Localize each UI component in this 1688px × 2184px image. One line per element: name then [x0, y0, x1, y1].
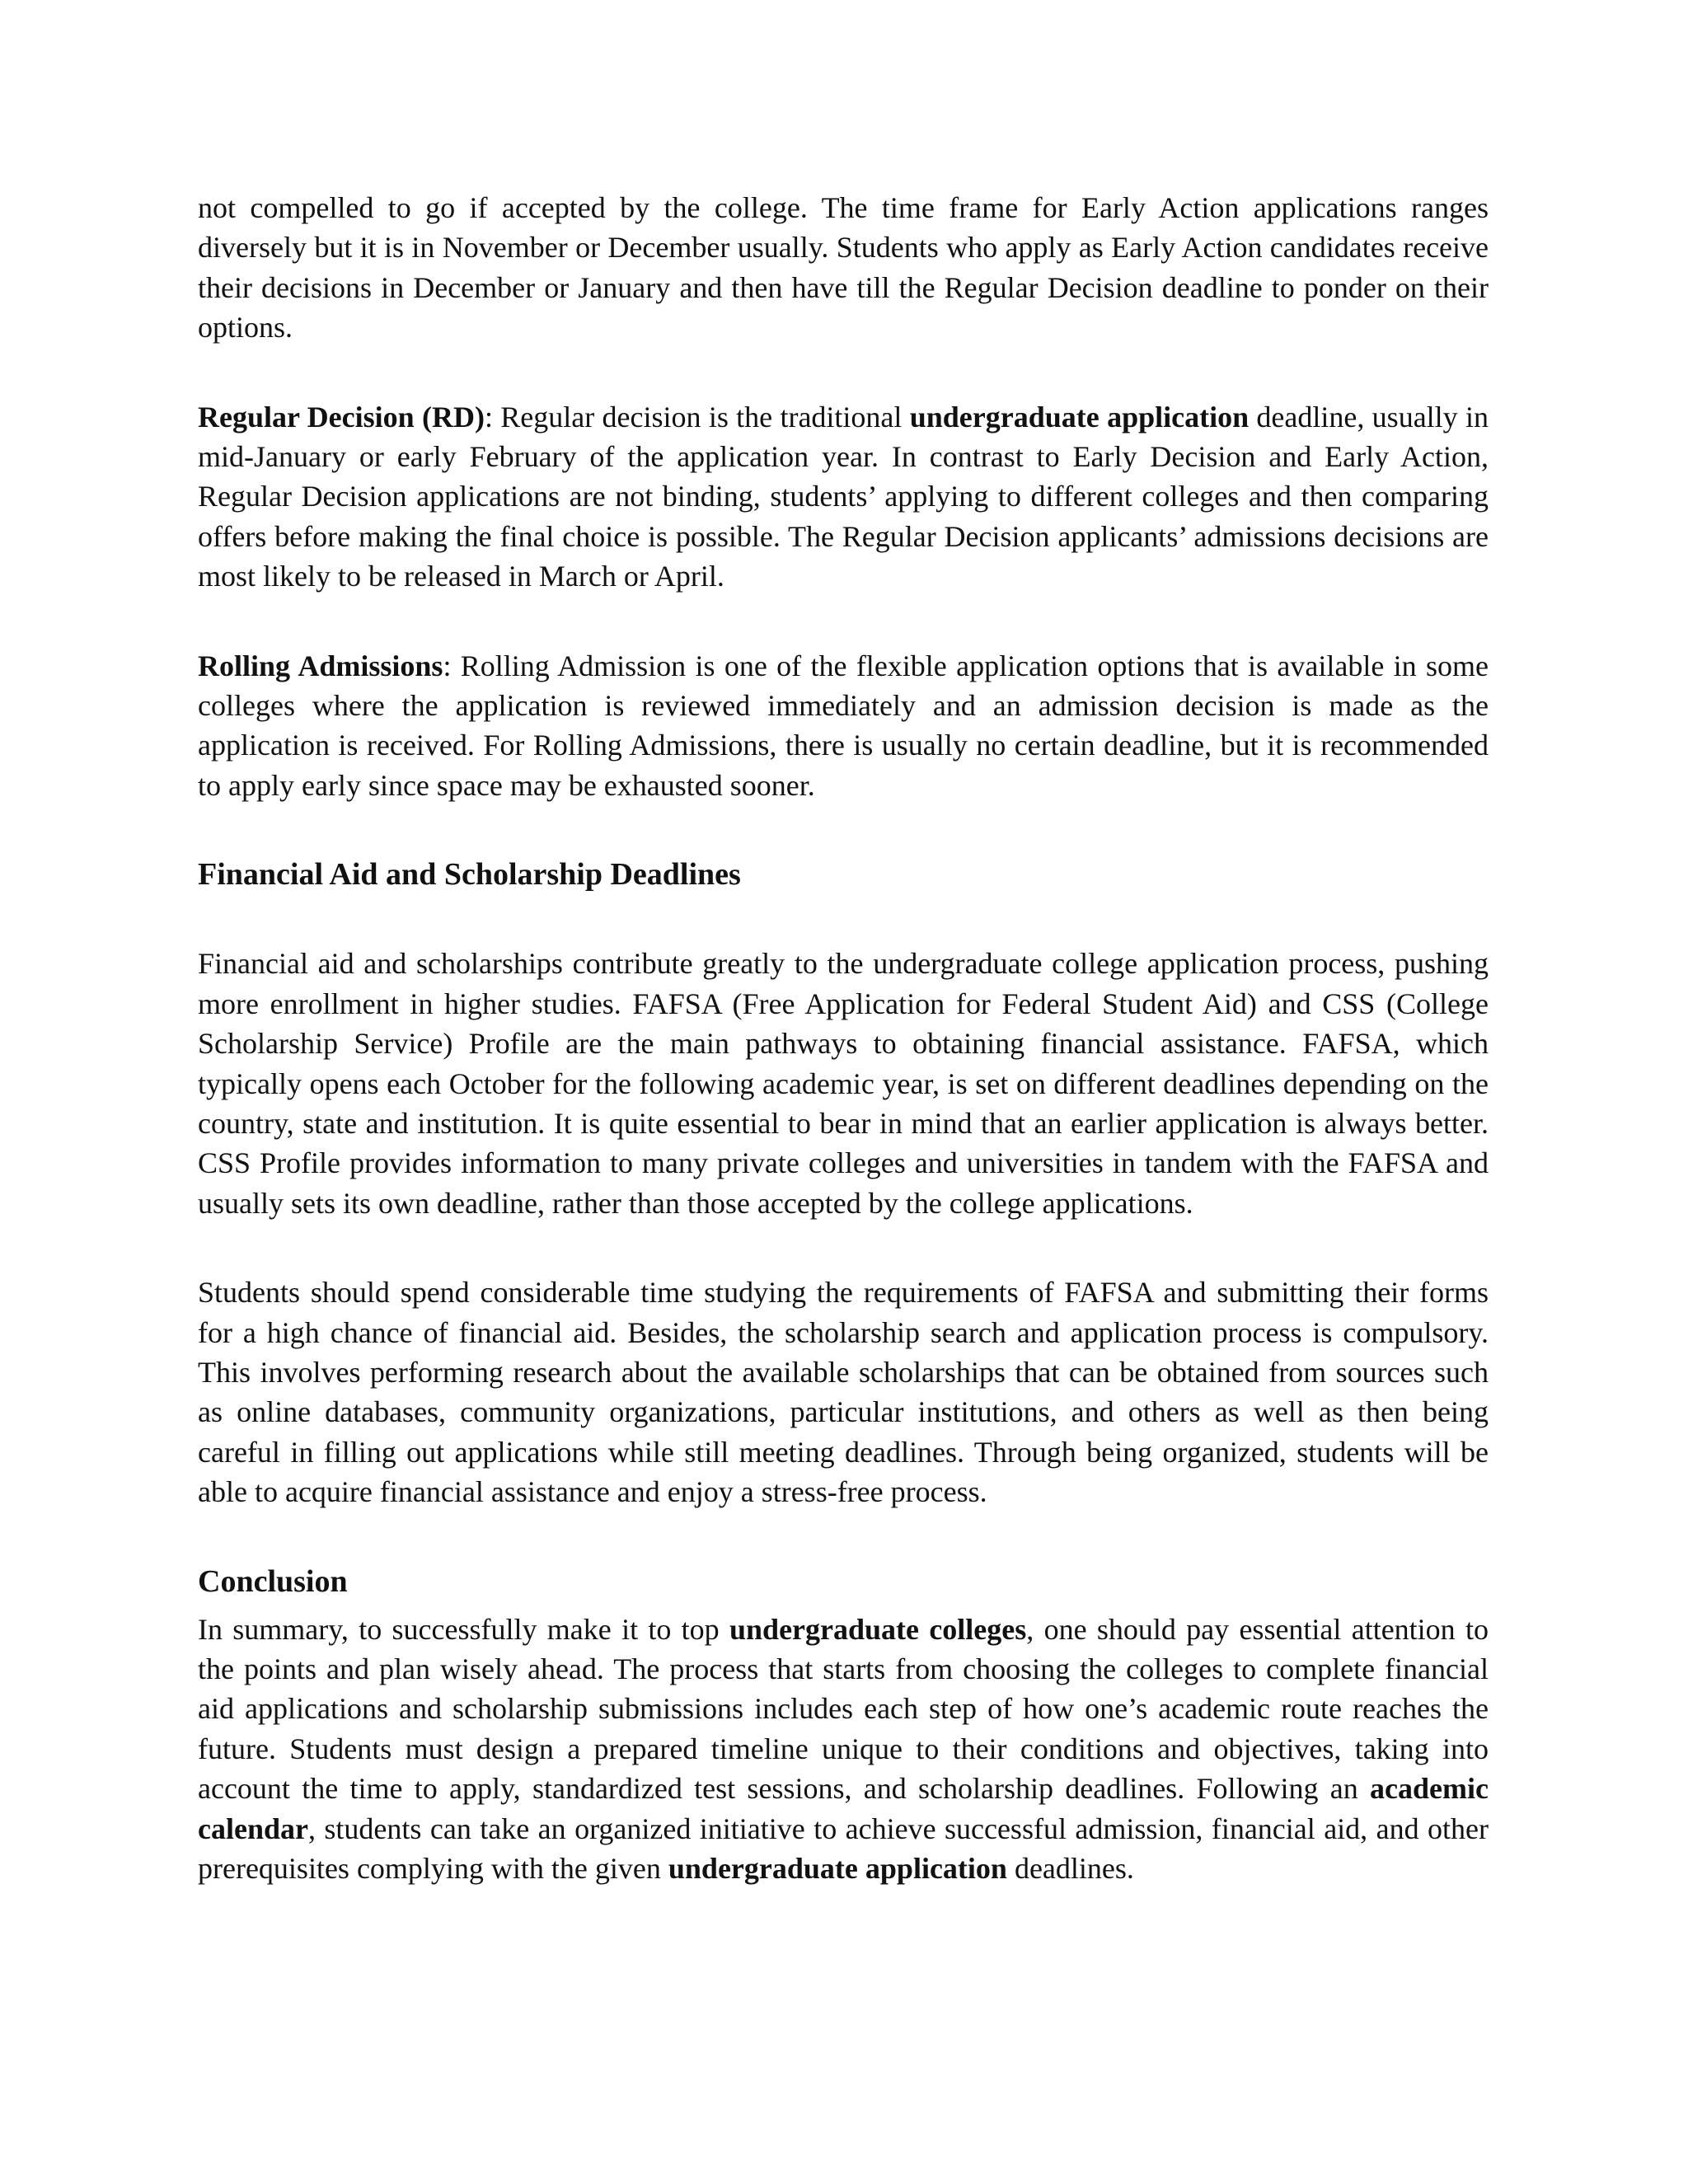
early-action-paragraph: not compelled to go if accepted by the college. The time frame for Early Action applications ranges diversely but it is in November or December usually. Students who apply as Early Action candidates receive their decisions in December or January and then have till the Regular Decision deadline to ponder on their options. [198, 191, 1489, 344]
rolling-admissions-paragraph [198, 646, 1489, 806]
conclusion-text-3: , students can take an organized initiative to achieve successful admission, financial aid, and other prerequisites complying with the given [198, 1811, 1489, 1885]
rolling-admissions-term: Rolling Admissions [198, 649, 443, 682]
rolling-admissions-text: : Rolling Admission is one of the flexible application options that is available in some colleges where the application is reviewed immediately and an admission decision is made as the application is received. For Rolling Admissions, there is usually no certain deadline, but it is recommended to apply early since space may be exhausted sooner. [198, 649, 1489, 802]
regular-decision-term: Regular Decision (RD) [198, 400, 485, 434]
conclusion-bold-3: undergraduate application [668, 1852, 1007, 1885]
conclusion-paragraph [198, 1610, 1489, 1889]
conclusion-text-1: In summary, to successfully make it to top [198, 1612, 729, 1646]
conclusion-heading: Conclusion [198, 1563, 348, 1599]
regular-decision-text-1: : Regular decision is the traditional [484, 400, 910, 434]
conclusion-bold-1: undergraduate colleges [729, 1612, 1027, 1646]
financial-aid-paragraph-2: Students should spend considerable time studying the requirements of FAFSA and submitting their forms for a high chance of financial aid. Besides, the scholarship search and application process is compulsory. This involves performing research about the available scholarships that can be obtained from sources such as online databases, community organizations, particular institutions, and others as well as then being careful in filling out applications while still meeting deadlines. Through being organized, students will be able to acquire financial assistance and enjoy a stress-free process. [198, 1276, 1489, 1509]
document-body [198, 188, 1489, 1888]
regular-decision-text-2: deadline, usually in mid-January or early February of the application year. In contrast to Early Decision and Early Action, Regular Decision applications are not binding, students’ applying to different colleges and then comparing offers before making the final choice is possible. The Regular Decision applicants’ admissions decisions are most likely to be released in March or April. [198, 400, 1489, 593]
regular-decision-bold-1: undergraduate application [909, 400, 1250, 434]
regular-decision-paragraph [198, 397, 1489, 597]
conclusion-bold-2: academic calendar [198, 1772, 1489, 1845]
financial-aid-paragraph-1: Financial aid and scholarships contribute greatly to the undergraduate college application process, pushing more enrollment in higher studies. FAFSA (Free Application for Federal Student Aid) and CSS (College Scholarship Service) Profile are the main pathways to obtaining financial assistance. FAFSA, which typically opens each October for the following academic year, is set on different deadlines depending on the country, state and institution. It is quite essential to bear in mind that an earlier application is always better. CSS Profile provides information to many private colleges and universities in tandem with the FAFSA and usually sets its own deadline, rather than those accepted by the college applications. [198, 947, 1489, 1220]
financial-aid-heading: Financial Aid and Scholarship Deadlines [198, 857, 741, 893]
conclusion-text-4: deadlines. [1006, 1852, 1134, 1885]
conclusion-text-2: , one should pay essential attention to the points and plan wisely ahead. The process that starts from choosing the colleges to complete financial aid applications and scholarship submissions includes each step of how one’s academic route reaches the future. Students must design a prepared timeline unique to their conditions and objectives, taking into account the time to apply, standardized test sessions, and scholarship deadlines. Following an [198, 1612, 1489, 1806]
